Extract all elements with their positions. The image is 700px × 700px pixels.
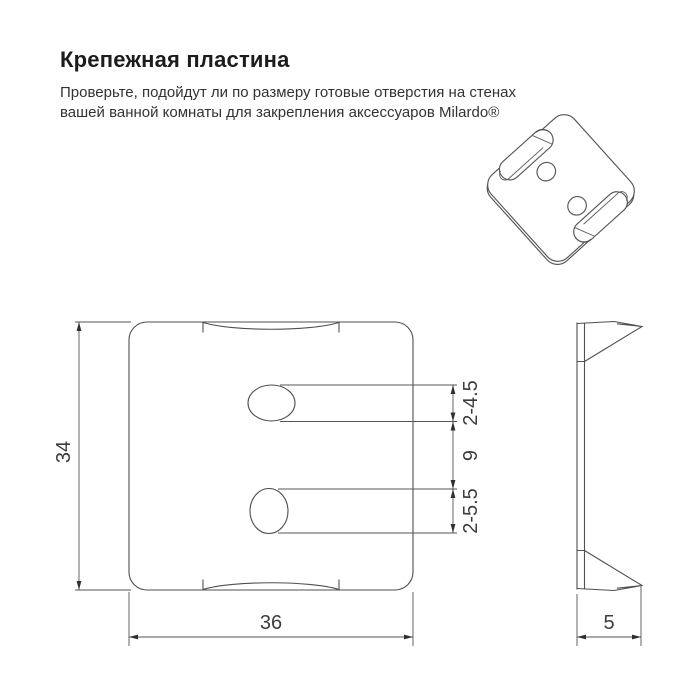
front-bottom-recess — [203, 580, 339, 590]
front-plate-outline — [129, 322, 413, 590]
front-view — [129, 322, 413, 590]
side-bottom-hook — [577, 551, 642, 591]
dim-top-holes-label: 2-4.5 — [460, 380, 482, 426]
dim-width-label: 36 — [259, 612, 283, 634]
front-top-hole — [248, 385, 295, 421]
dim-holes — [278, 380, 482, 534]
dim-height — [53, 322, 131, 590]
iso-plate-face — [482, 109, 640, 267]
side-top-hook — [577, 322, 642, 362]
dim-spacing-label: 9 — [460, 449, 482, 462]
front-bottom-hole — [250, 489, 288, 534]
dim-bottom-holes-label: 2-5.5 — [460, 488, 482, 534]
page-description: Проверьте, подойдут ли по размеру готовые отверстия на стенах вашей ванной комнаты для закрепления аксессуаров Milardo® — [60, 83, 517, 121]
side-view — [577, 322, 642, 591]
isometric-view — [478, 107, 641, 270]
front-top-recess — [203, 323, 339, 333]
page-title: Крепежная пластина — [60, 47, 290, 72]
dim-depth — [577, 586, 641, 646]
dim-height-label: 34 — [53, 440, 75, 464]
dim-width — [129, 592, 413, 646]
dim-depth-label: 5 — [603, 612, 615, 634]
